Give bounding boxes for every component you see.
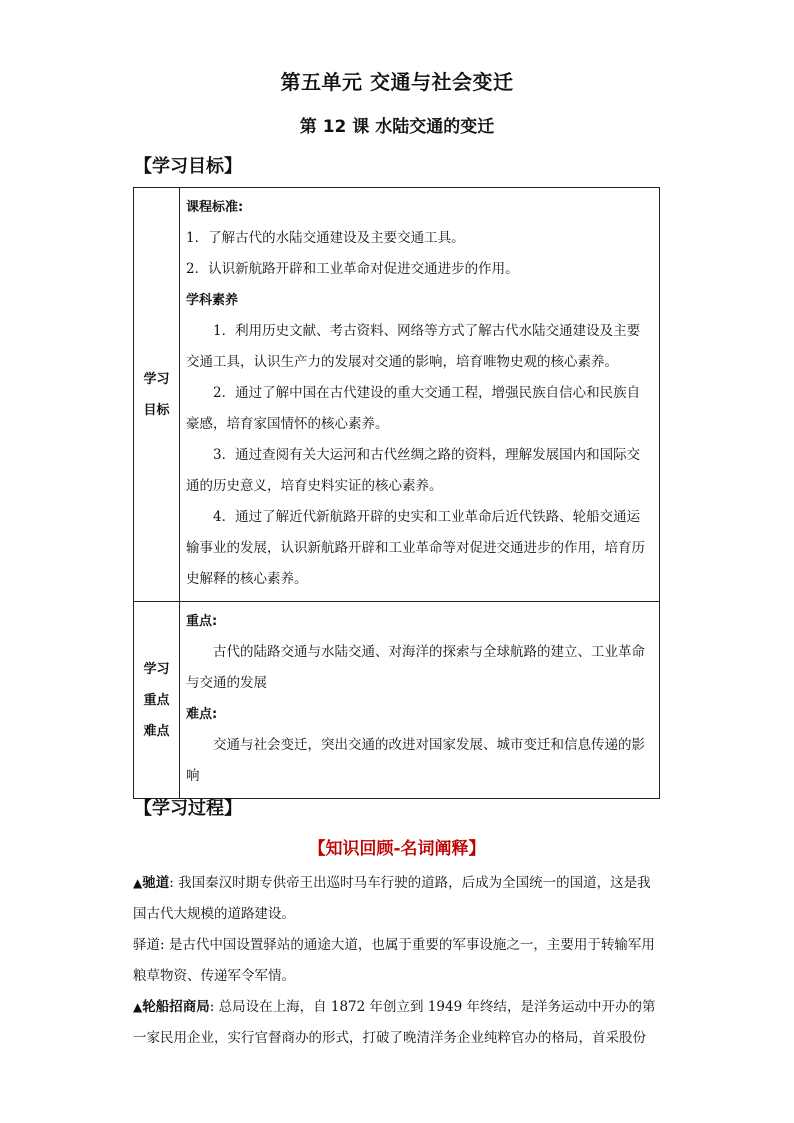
- term-name: 驿道: [133, 937, 160, 953]
- term-entry: [133, 992, 660, 1054]
- goals-heading: 【学习目标】: [134, 156, 242, 177]
- goals-row: [134, 188, 660, 602]
- term-text: : 我国秦汉时期专供帝王出巡时马车行驶的道路，后成为全国统一的国道，这是我国古代大规模的道路建设。: [133, 875, 651, 922]
- goals-label-cell: [134, 188, 180, 602]
- key-points-label-cell: [134, 602, 180, 799]
- term-entry: [133, 868, 660, 930]
- lesson-title: 第 12 课 水陆交通的变迁: [299, 117, 495, 137]
- term-name: 轮船招商局: [142, 999, 210, 1015]
- term-entry: [133, 930, 660, 992]
- goals-content-cell: [180, 188, 660, 602]
- key-text: 古代的陆路交通与水陆交通、对海洋的探索与全球航路的建立、工业革命与交通的发展: [186, 644, 645, 691]
- standard-item: 1．了解古代的水陆交通建设及主要交通工具。: [186, 230, 465, 246]
- key-points-label-line: 重点: [143, 692, 170, 708]
- term-text: : 总局设在上海，自 1872 年创立到 1949 年终结，是洋务运动中开办的第一家民用企业，实行官督商办的形式，打破了晚清洋务企业纯粹官办的格局，首采股份: [133, 999, 656, 1046]
- difficult-heading: 难点:: [186, 707, 218, 722]
- terms-list: [133, 868, 660, 1054]
- triangle-icon: ▲: [133, 876, 143, 890]
- goals-table: [133, 187, 660, 799]
- triangle-icon: ▲: [133, 1000, 143, 1014]
- literacy-item: 3．通过查阅有关大运河和古代丝绸之路的资料，理解发展国内和国际交通的历史意义，培育史料实证的核心素养。: [186, 447, 641, 494]
- term-name: 驰道: [142, 875, 170, 891]
- literacy-item: 4．通过了解近代新航路开辟的史实和工业革命后近代铁路、轮船交通运输事业的发展，认识新航路开辟和工业革命等对促进交通进步的作用，培育历史解释的核心素养。: [186, 509, 645, 587]
- literacy-item: 1．利用历史文献、考古资料、网络等方式了解古代水陆交通建设及主要交通工具，认识生产力的发展对交通的影响，培育唯物史观的核心素养。: [186, 323, 641, 370]
- unit-title: 第五单元 交通与社会变迁: [280, 70, 514, 94]
- literacy-heading: 学科素养: [186, 293, 239, 308]
- goals-label-line: 学习: [143, 371, 170, 387]
- literacy-item: 2．通过了解中国在古代建设的重大交通工程，增强民族自信心和民族自豪感，培育家国情怀的核心素养。: [186, 385, 641, 432]
- key-points-content-cell: [180, 602, 660, 799]
- key-heading: 重点:: [186, 614, 218, 629]
- knowledge-review-title: 【知识回顾-名词阐释】: [308, 839, 486, 859]
- key-points-row: [134, 602, 660, 799]
- key-points-label-line: 学习: [143, 661, 170, 677]
- standards-heading: 课程标准:: [186, 200, 244, 215]
- goals-label-line: 目标: [143, 402, 170, 418]
- difficult-text: 交通与社会变迁，突出交通的改进对国家发展、城市变迁和信息传递的影响: [186, 737, 645, 784]
- key-points-label-line: 难点: [143, 723, 170, 739]
- standard-item: 2．认识新航路开辟和工业革命对促进交通进步的作用。: [186, 261, 519, 277]
- term-text: : 是古代中国设置驿站的通途大道，也属于重要的军事设施之一，主要用于转输军用粮草物资、传递军令军情。: [133, 937, 655, 984]
- process-heading: 【学习过程】: [134, 798, 242, 819]
